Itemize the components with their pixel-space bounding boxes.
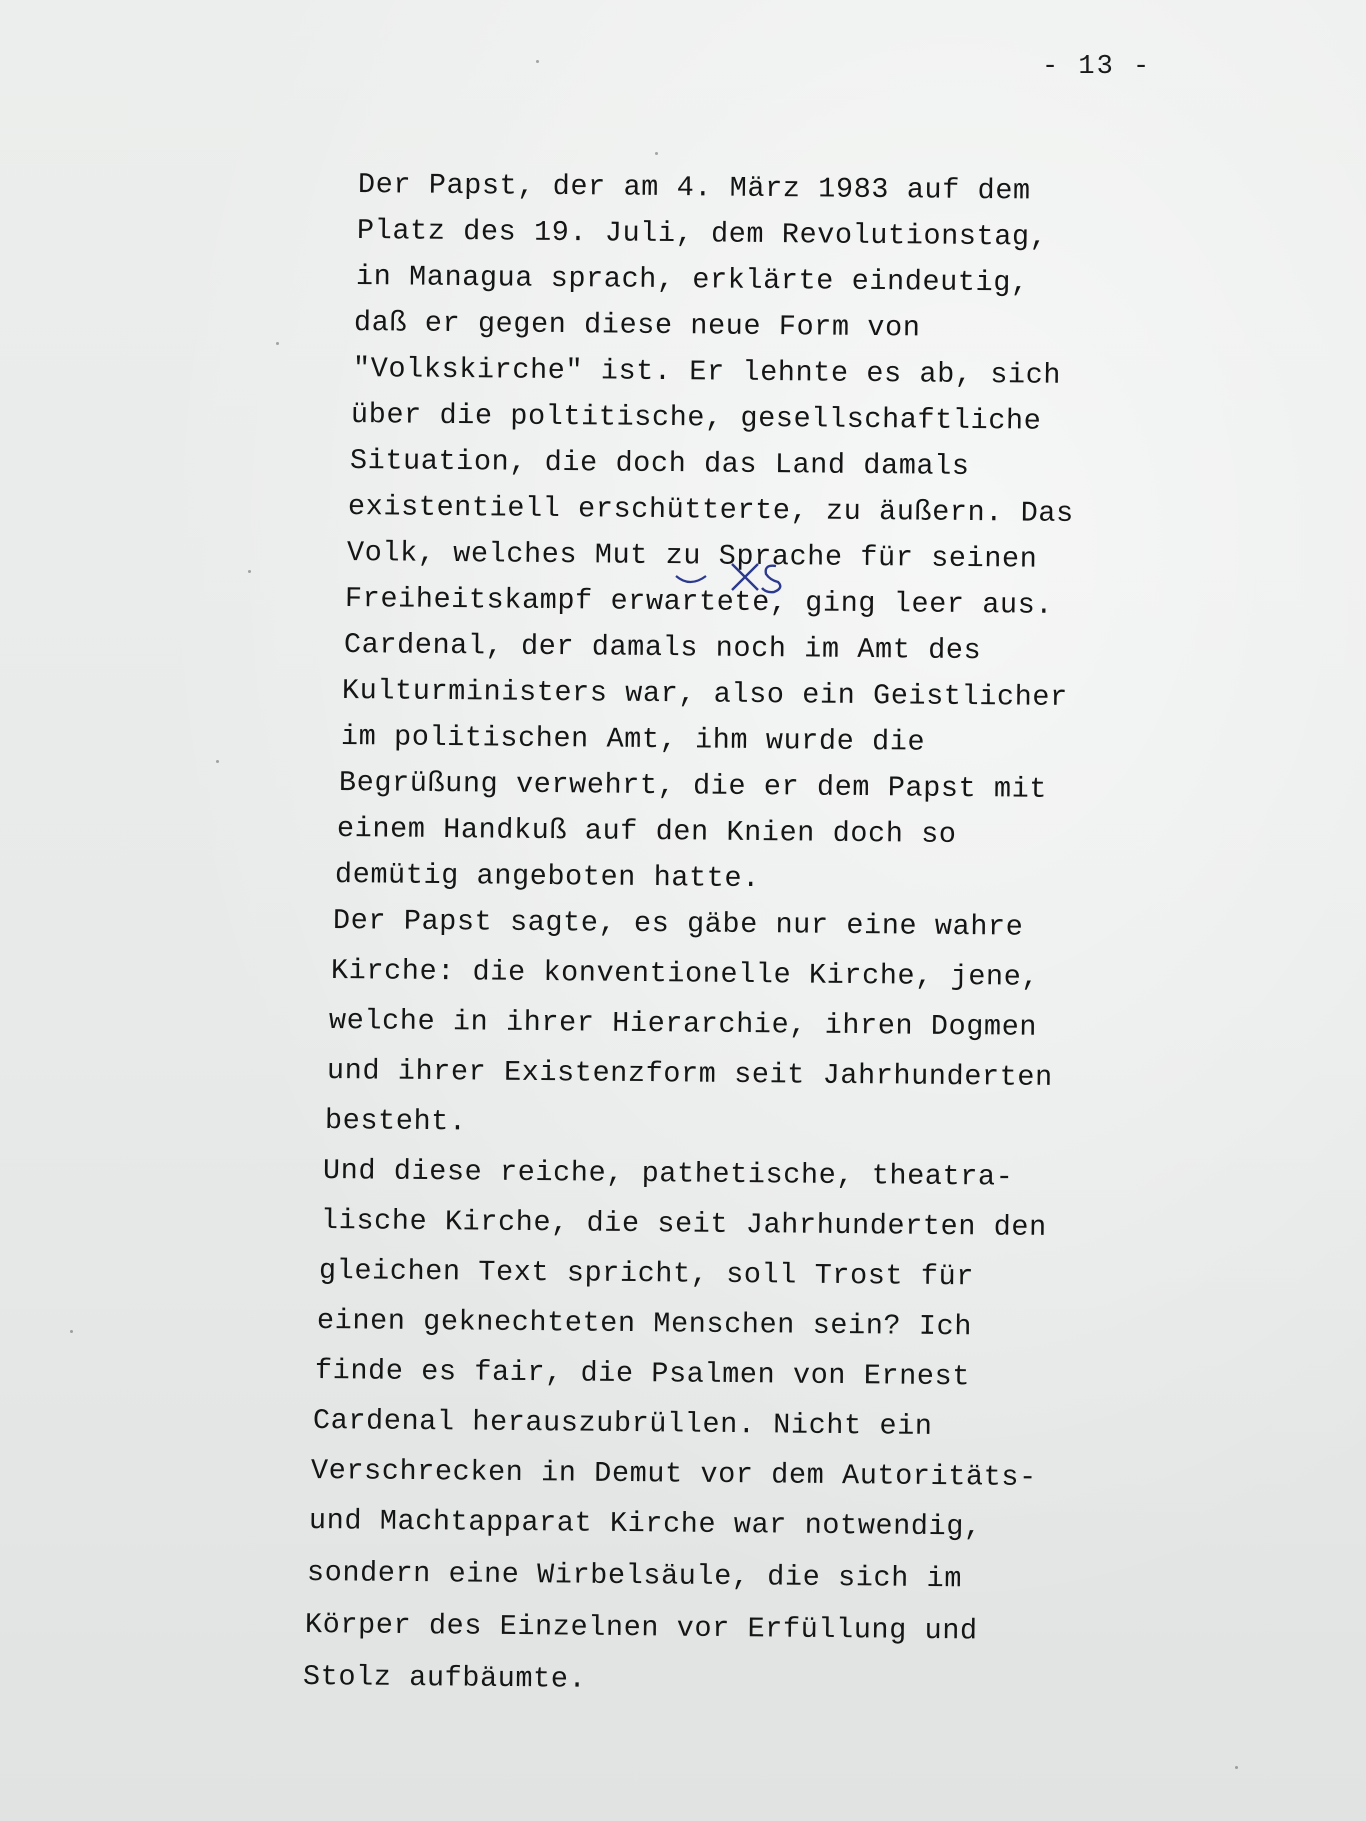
text-line: Situation, die doch das Land damals <box>349 444 970 483</box>
text-line: besteht. <box>324 1104 467 1139</box>
text-line: Der Papst, der am 4. März 1983 auf dem <box>357 168 1031 208</box>
text-line: Verschrecken in Demut vor dem Autoritäts- <box>310 1454 1037 1494</box>
text-line: einen geknechteten Menschen sein? Ich <box>316 1304 973 1344</box>
paper-speck <box>276 342 279 345</box>
text-line: Volk, welches Mut zu Sprache für seinen <box>346 536 1038 576</box>
paper-speck <box>70 1330 73 1333</box>
text-line: daß er gegen diese neue Form von <box>353 306 921 345</box>
text-line: Cardenal, der damals noch im Amt des <box>343 628 982 668</box>
text-line: finde es fair, die Psalmen von Ernest <box>314 1354 971 1394</box>
paper-speck <box>536 60 539 63</box>
text-line: in Managua sprach, erklärte eindeutig, <box>355 260 1029 300</box>
handwritten-correction-mark <box>672 552 802 602</box>
text-line: einem Handkuß auf den Knien doch so <box>336 812 957 851</box>
text-line: Kulturministers war, also ein Geistlicher <box>341 674 1068 714</box>
text-line: Und diese reiche, pathetische, theatra- <box>322 1154 1014 1194</box>
text-line: Cardenal herauszubrüllen. Nicht ein <box>312 1404 933 1443</box>
text-line: Begrüßung verwehrt, die er dem Papst mit <box>338 766 1048 806</box>
text-line: im politischen Amt, ihm wurde die <box>340 720 926 759</box>
text-line: "Volkskirche" ist. Er lehnte es ab, sich <box>352 352 1062 392</box>
text-line: Platz des 19. Juli, dem Revolutionstag, <box>356 214 1048 254</box>
paper-speck <box>248 570 251 573</box>
paper-speck <box>216 760 219 763</box>
text-line: Körper des Einzelnen vor Erfüllung und <box>304 1608 978 1648</box>
text-line: und Machtapparat Kirche war notwendig, <box>308 1504 982 1544</box>
text-line: Der Papst sagte, es gäbe nur eine wahre <box>332 904 1024 944</box>
text-line: demütig angeboten hatte. <box>334 858 761 896</box>
text-line: und ihrer Existenzform seit Jahrhunderten <box>326 1054 1053 1094</box>
page-number: - 13 - <box>1042 52 1152 82</box>
text-line: existentiell erschütterte, zu äußern. Das <box>347 490 1074 530</box>
paper-speck <box>1235 1766 1238 1769</box>
text-line: Kirche: die konventionelle Kirche, jene, <box>330 954 1040 994</box>
text-line: welche in ihrer Hierarchie, ihren Dogmen <box>328 1004 1038 1044</box>
text-line: gleichen Text spricht, soll Trost für <box>318 1254 975 1294</box>
text-line: lische Kirche, die seit Jahrhunderten den <box>320 1204 1047 1244</box>
paper-speck <box>655 152 658 155</box>
text-line: sondern eine Wirbelsäule, die sich im <box>306 1556 963 1596</box>
text-line: Freiheitskampf erwartete, ging leer aus. <box>344 582 1054 622</box>
text-line: Stolz aufbäumte. <box>302 1660 587 1696</box>
text-line: über die poltitische, gesellschaftliche <box>350 398 1042 438</box>
